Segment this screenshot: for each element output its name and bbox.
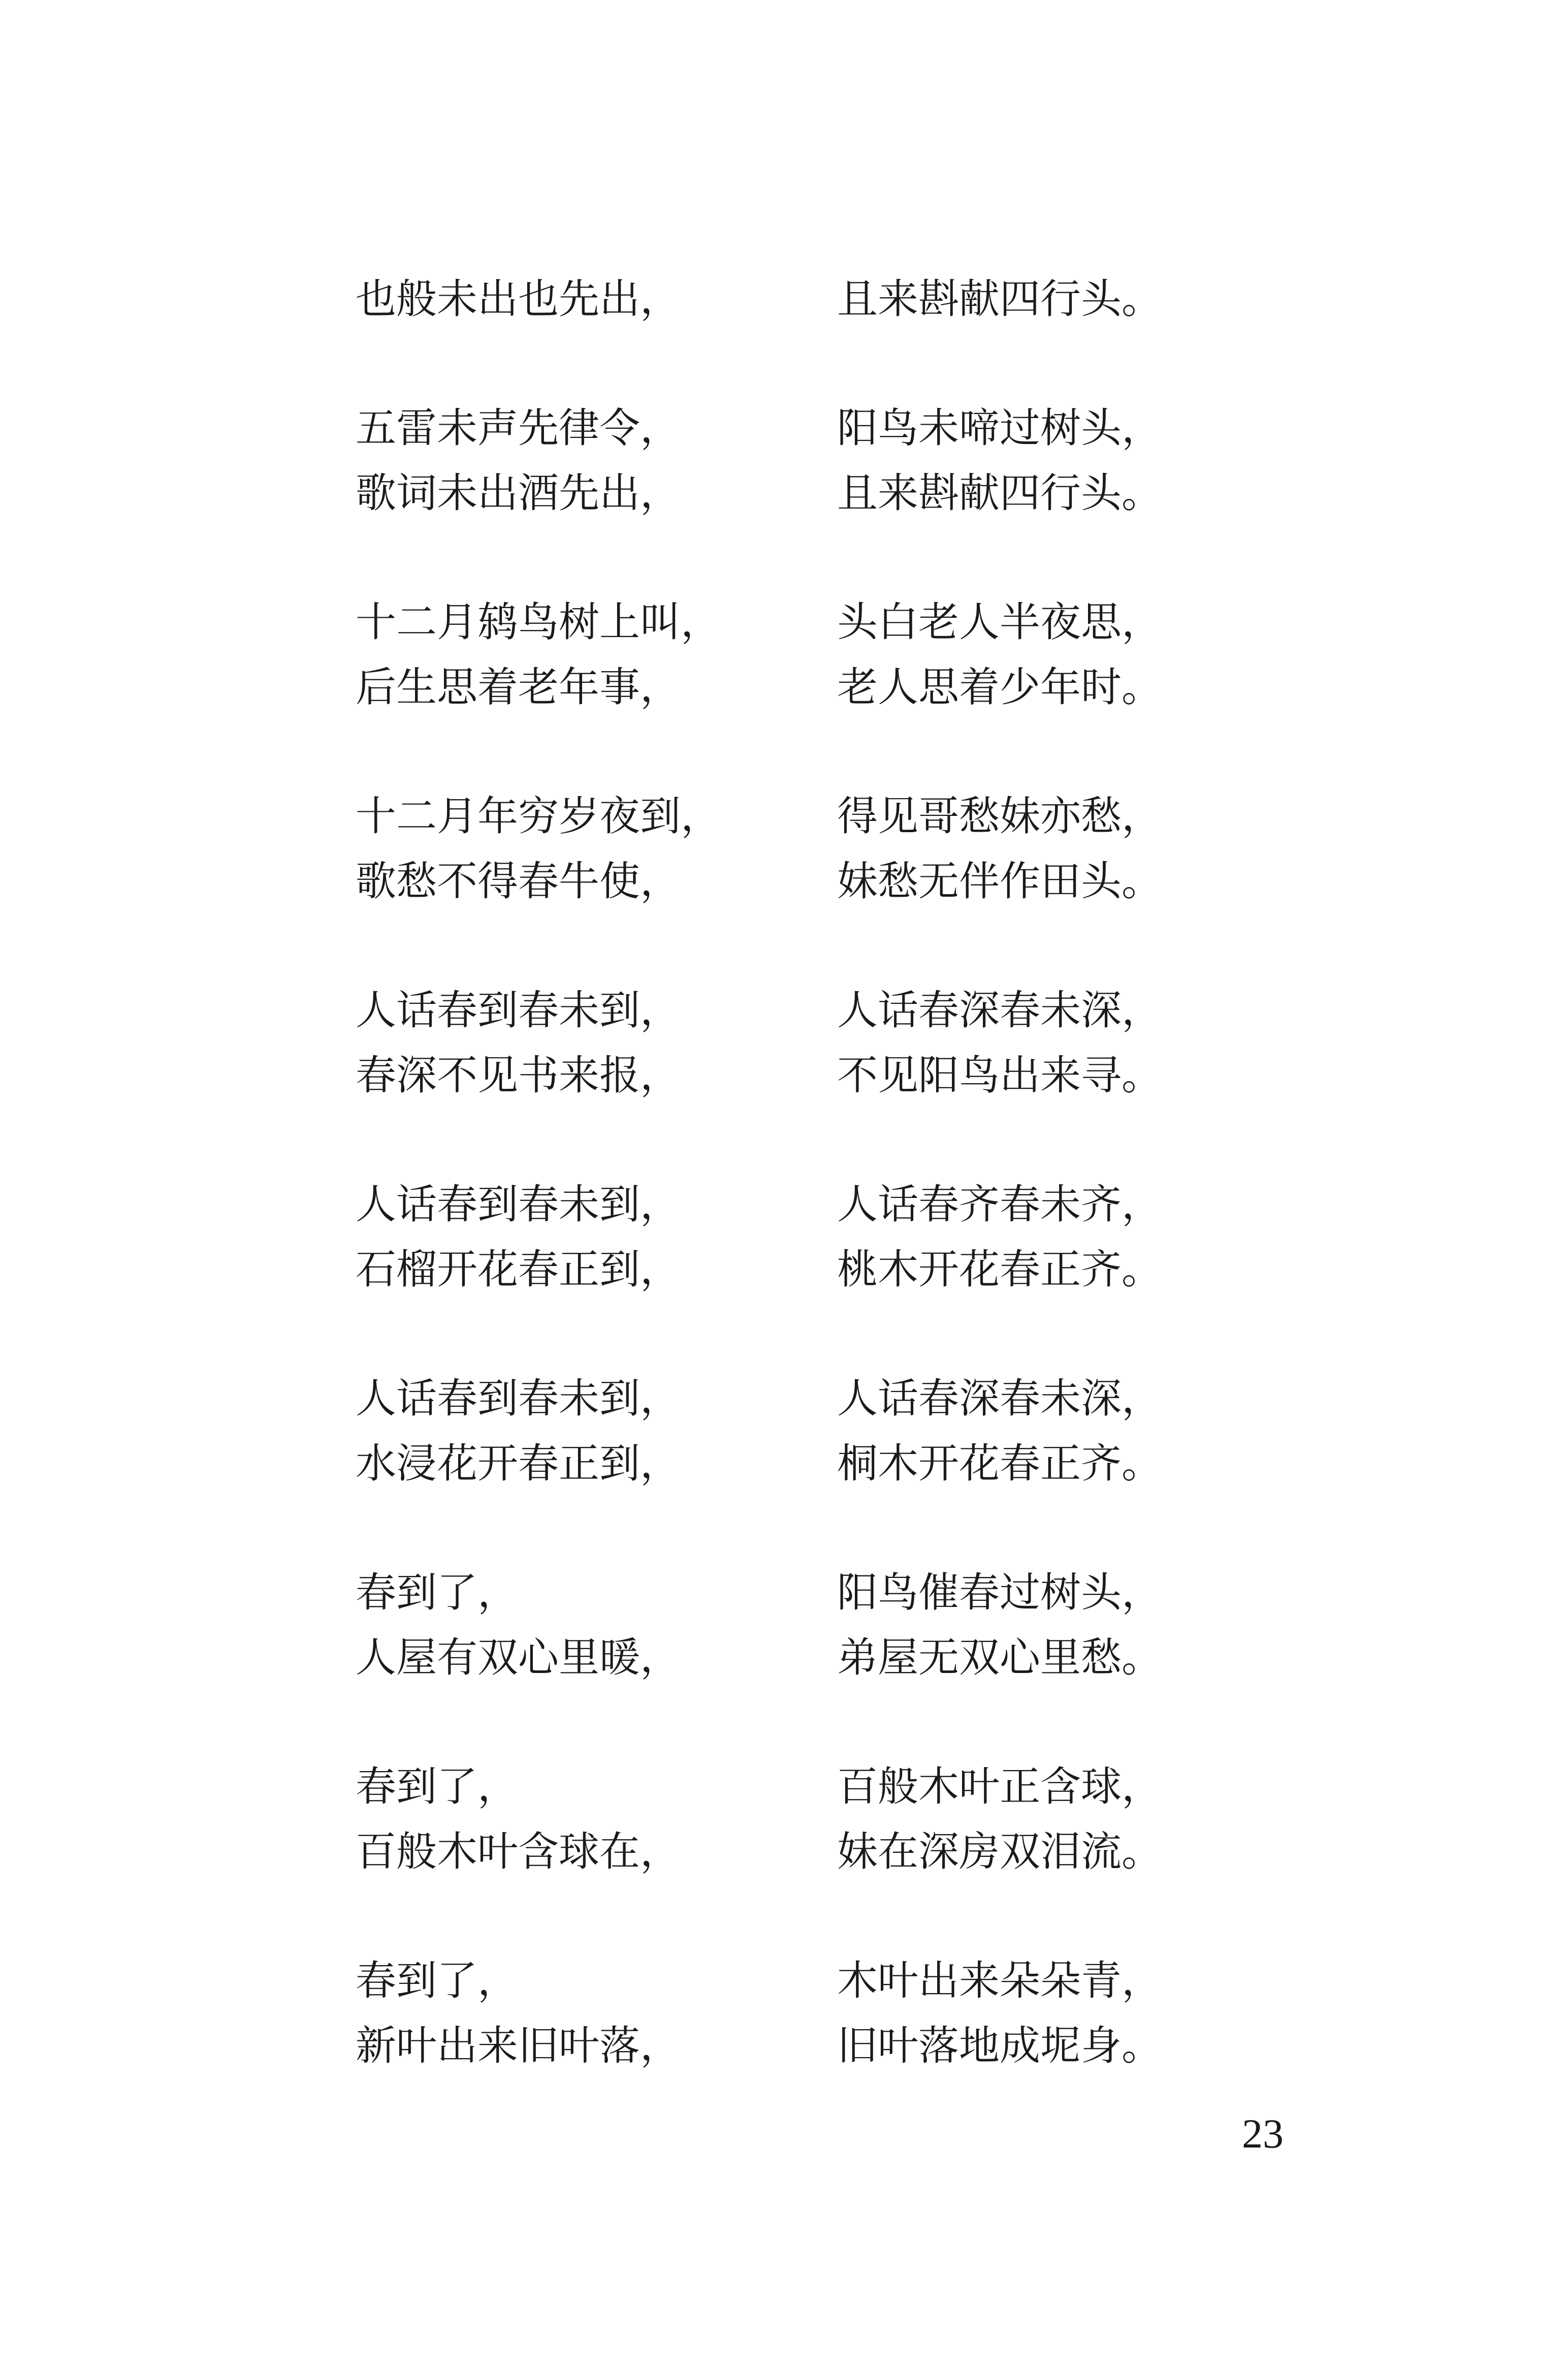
verse-right: 阳鸟未啼过树头， (837, 404, 1162, 452)
verse-line (356, 1948, 1219, 2013)
stanza (356, 1754, 1219, 1884)
stanza (356, 784, 1219, 914)
stanza (356, 1948, 1219, 2078)
stanza (356, 978, 1219, 1108)
verse-left: 五雷未声先律令， (356, 404, 681, 452)
verse-left: 石榴开花春正到， (356, 1246, 681, 1293)
verse-right: 且来斟献四行头。 (837, 275, 1162, 323)
verse-line (356, 396, 1219, 461)
page-number: 23 (1242, 2110, 1284, 2157)
verse-left: 人话春到春未到， (356, 987, 681, 1034)
verse-left: 春到了， (356, 1957, 518, 2004)
verse-right: 桐木开花春正齐。 (837, 1440, 1162, 1487)
verse-line (356, 461, 1219, 526)
stanza (356, 396, 1219, 526)
verse-right: 妹愁无伴作田头。 (837, 858, 1162, 905)
verse-right: 百般木叶正含球， (837, 1763, 1162, 1810)
verse-left: 后生思着老年事， (356, 664, 681, 711)
verse-line (356, 590, 1219, 655)
verse-line (356, 1625, 1219, 1690)
verse-line (356, 1431, 1219, 1496)
verse-line (356, 849, 1219, 914)
verse-left: 也般未出也先出， (356, 275, 681, 323)
verse-left: 春到了， (356, 1763, 518, 1810)
stanza (356, 590, 1219, 720)
verse-right: 且来斟献四行头。 (837, 469, 1162, 517)
verse-line (356, 1043, 1219, 1108)
verse-right: 人话春齐春未齐， (837, 1181, 1162, 1228)
verse-right: 人话春深春未深， (837, 987, 1162, 1034)
verse-line (356, 1366, 1219, 1431)
verse-left: 歌词未出酒先出， (356, 469, 681, 517)
verse-right: 不见阳鸟出来寻。 (837, 1052, 1162, 1099)
verse-line (356, 1819, 1219, 1884)
verse-line (356, 2013, 1219, 2078)
verse-right: 人话春深春未深， (837, 1375, 1162, 1422)
verse-line (356, 1754, 1219, 1819)
verse-line (356, 267, 1219, 332)
verse-right: 旧叶落地成坭身。 (837, 2022, 1162, 2069)
verse-right: 阳鸟催春过树头， (837, 1569, 1162, 1616)
verse-line (356, 978, 1219, 1043)
stanza (356, 1172, 1219, 1302)
verse-line (356, 1237, 1219, 1302)
verse-left: 人屋有双心里暖， (356, 1634, 681, 1681)
verse-line (356, 784, 1219, 849)
stanza (356, 267, 1219, 332)
verse-left: 水浸花开春正到， (356, 1440, 681, 1487)
verse-right: 头白老人半夜思， (837, 598, 1162, 646)
verse-left: 歌愁不得春牛使， (356, 858, 681, 905)
stanza (356, 1366, 1219, 1496)
verse-left: 人话春到春未到， (356, 1181, 681, 1228)
verse-right: 妹在深房双泪流。 (837, 1828, 1162, 1875)
verse-right: 老人思着少年时。 (837, 664, 1162, 711)
verse-left: 春深不见书来报， (356, 1052, 681, 1099)
verse-left: 人话春到春未到， (356, 1375, 681, 1422)
poem-body (356, 267, 1219, 2078)
verse-left: 十二月鸫鸟树上叫， (356, 598, 721, 646)
verse-right: 木叶出来朵朵青， (837, 1957, 1162, 2004)
verse-right: 弟屋无双心里愁。 (837, 1634, 1162, 1681)
verse-line (356, 1560, 1219, 1625)
verse-left: 十二月年穷岁夜到， (356, 793, 721, 840)
verse-left: 新叶出来旧叶落， (356, 2022, 681, 2069)
verse-left: 春到了， (356, 1569, 518, 1616)
verse-line (356, 655, 1219, 720)
verse-left: 百般木叶含球在， (356, 1828, 681, 1875)
verse-right: 桃木开花春正齐。 (837, 1246, 1162, 1293)
verse-right: 得见哥愁妹亦愁， (837, 793, 1162, 840)
stanza (356, 1560, 1219, 1690)
verse-line (356, 1172, 1219, 1237)
